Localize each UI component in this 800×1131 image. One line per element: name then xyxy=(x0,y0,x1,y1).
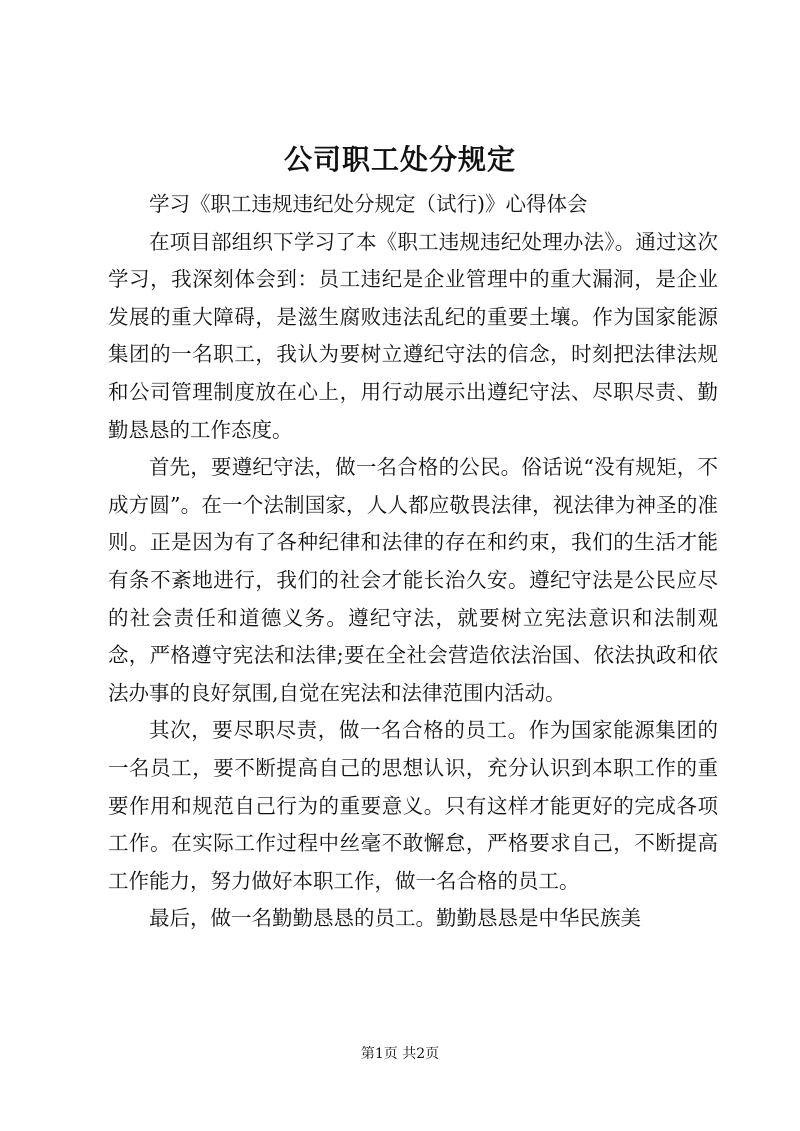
body-paragraph: 在项目部组织下学习了本《职工违规违纪处理办法》。通过这次学习，我深刻体会到：员工违纪是企业管理中的重大漏洞，是企业发展的重大障碍，是滋生腐败违法乱纪的重要土壤。作为国家能源集团的一名职工，我认为要树立遵纪守法的信念，时刻把法律法规和公司管理制度放在心上，用行动展示出遵纪守法、尽职尽责、勤勤恳恳的工作态度。 xyxy=(108,229,718,442)
page-number-footer: 第1页 共2页 xyxy=(360,1046,440,1062)
document-body xyxy=(108,186,718,938)
subtitle-paragraph: 学习《职工违规违纪处分规定（试行)》心得体会 xyxy=(149,192,588,216)
body-paragraph: 最后，做一名勤勤恳恳的员工。勤勤恳恳是中华民族美 xyxy=(149,906,641,931)
body-paragraph: 首先，要遵纪守法，做一名合格的公民。俗话说“没有规矩，不成方圆”。在一个法制国家，人人都应敬畏法律，视法律为神圣的准则。正是因为有了各种纪律和法律的存在和约束，我们的生活才能有条不紊地进行，我们的社会才能长治久安。遵纪守法是公民应尽的社会责任和道德义务。遵纪守法，就要树立宪法意识和法制观念，严格遵守宪法和法律;要在全社会营造依法治国、依法执政和依法办事的良好氛围,自觉在宪法和法律范围内活动。 xyxy=(108,455,718,705)
document-title: 公司职工处分规定 xyxy=(283,143,516,176)
body-paragraph: 其次，要尽职尽责，做一名合格的员工。作为国家能源集团的一名员工，要不断提高自己的思想认识，充分认识到本职工作的重要作用和规范自己行为的重要意义。只有这样才能更好的完成各项工作。在实际工作过程中丝毫不敢懈怠，严格要求自己，不断提高工作能力，努力做好本职工作，做一名合格的员工。 xyxy=(108,718,718,893)
